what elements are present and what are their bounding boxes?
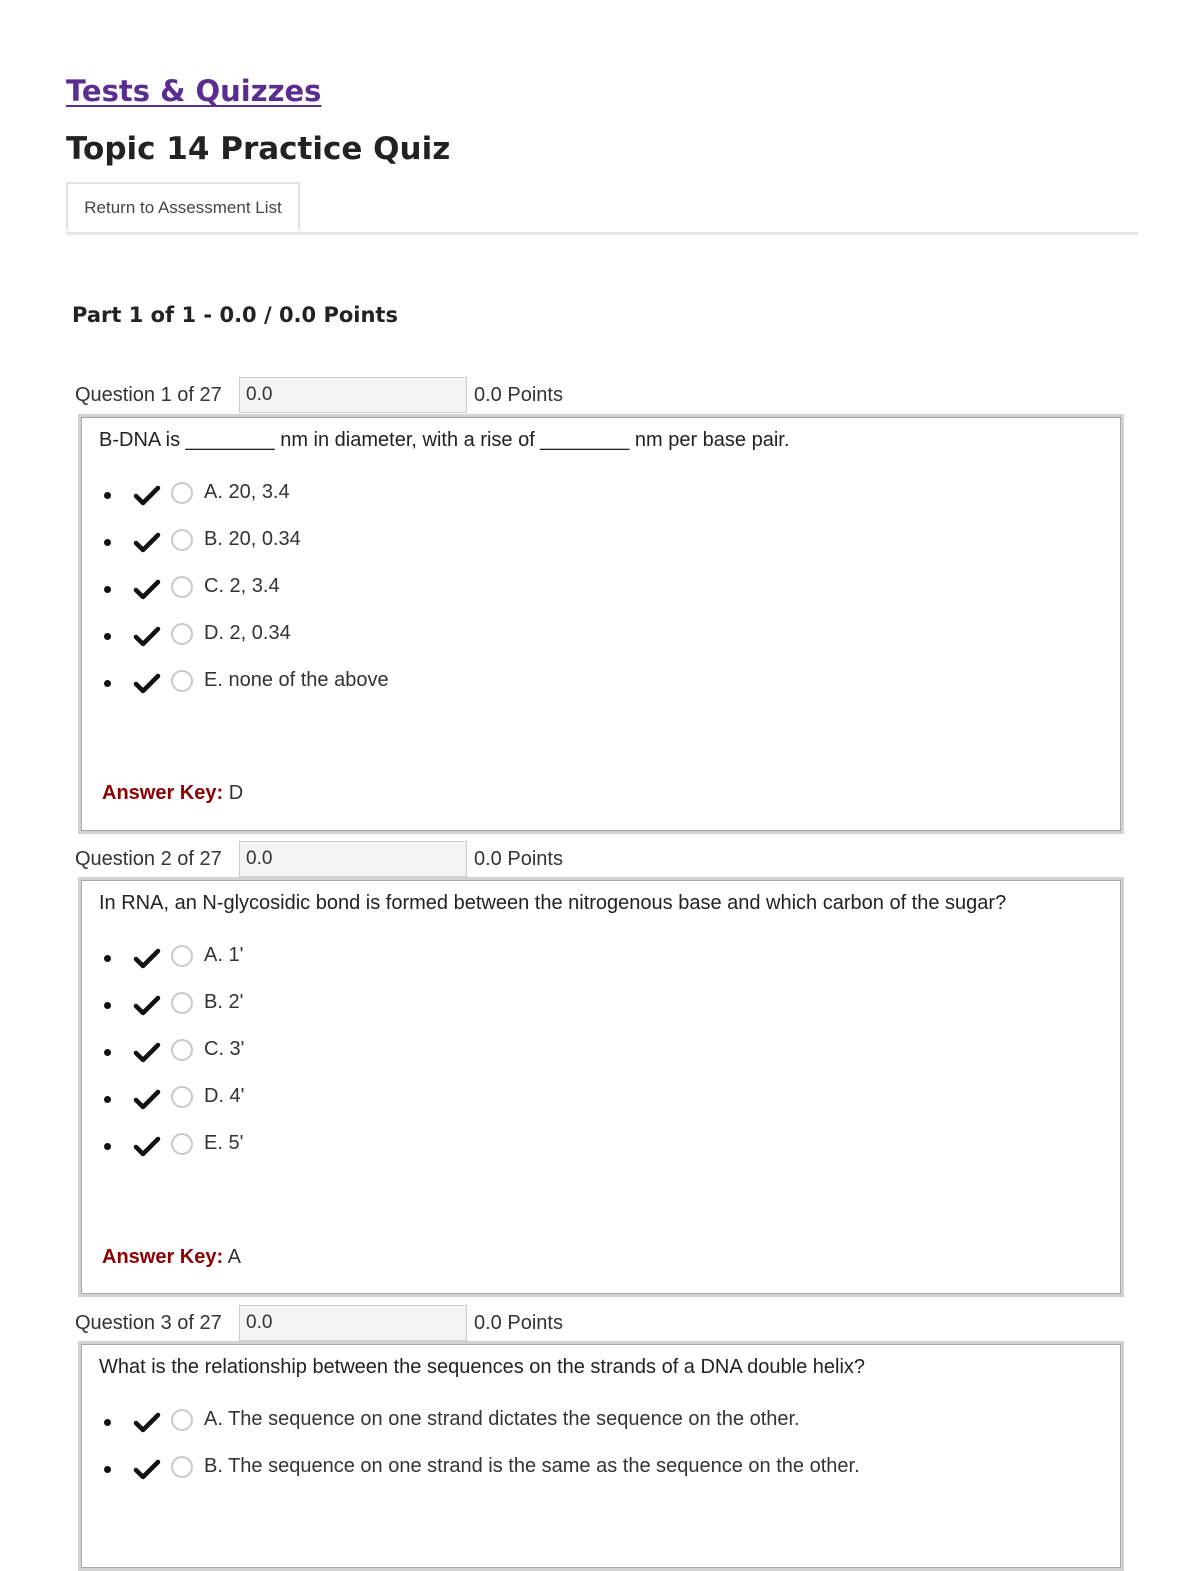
assessment-toolbar	[66, 182, 1138, 235]
answer-option-label: E. none of the above	[204, 669, 389, 691]
answer-radio-button[interactable]	[171, 1086, 193, 1108]
answer-option	[81, 990, 1081, 1037]
answer-option	[81, 1454, 1081, 1501]
answer-list	[81, 943, 1081, 1178]
question-box	[78, 414, 1124, 834]
answer-option	[81, 668, 1081, 715]
check-icon	[133, 1088, 161, 1112]
answer-option	[81, 527, 1081, 574]
answer-key-label: Answer Key	[102, 1246, 217, 1268]
question-header	[75, 377, 775, 415]
bullet-icon	[104, 1096, 111, 1103]
question-text: In RNA, an N-glycosidic bond is formed between the nitrogenous base and which carbon of the sugar?	[99, 892, 1007, 914]
answer-option-label: D. 2, 0.34	[204, 622, 291, 644]
answer-option-label: E. 5'	[204, 1132, 244, 1154]
check-icon	[133, 578, 161, 602]
return-to-assessment-list-button[interactable]: Return to Assessment List	[66, 182, 300, 230]
question-score-input[interactable]	[239, 1305, 467, 1341]
answer-option	[81, 1131, 1081, 1178]
answer-radio-button[interactable]	[171, 1409, 193, 1431]
bullet-icon	[104, 1466, 111, 1473]
bullet-icon	[104, 633, 111, 640]
answer-option-label: A. 20, 3.4	[204, 481, 290, 503]
bullet-icon	[104, 539, 111, 546]
answer-radio-button[interactable]	[171, 1039, 193, 1061]
check-icon	[133, 947, 161, 971]
question-box	[78, 877, 1124, 1297]
bullet-icon	[104, 680, 111, 687]
answer-radio-button[interactable]	[171, 623, 193, 645]
bullet-icon	[104, 955, 111, 962]
answer-key: Answer Key: A	[102, 1246, 241, 1268]
question-text: B-DNA is ________ nm in diameter, with a rise of ________ nm per base pair.	[99, 429, 790, 451]
question-score-input[interactable]	[239, 377, 467, 413]
bullet-icon	[104, 1143, 111, 1150]
bullet-icon	[104, 1419, 111, 1426]
answer-option-label: B. 20, 0.34	[204, 528, 301, 550]
question-points-label: 0.0 Points	[474, 848, 563, 870]
answer-key: Answer Key: D	[102, 782, 244, 804]
question-header	[75, 841, 775, 879]
answer-option-label: B. The sequence on one strand is the same as the sequence on the other.	[204, 1455, 860, 1477]
answer-radio-button[interactable]	[171, 670, 193, 692]
answer-option	[81, 480, 1081, 527]
question-number-label: Question 1 of 27	[75, 384, 222, 406]
check-icon	[133, 1458, 161, 1482]
check-icon	[133, 1135, 161, 1159]
check-icon	[133, 994, 161, 1018]
answer-radio-button[interactable]	[171, 945, 193, 967]
answer-option-label: B. 2'	[204, 991, 244, 1013]
answer-option-label: C. 3'	[204, 1038, 245, 1060]
answer-key-value: A	[227, 1246, 241, 1268]
answer-option-label: C. 2, 3.4	[204, 575, 280, 597]
question-header	[75, 1305, 775, 1343]
page-title: Topic 14 Practice Quiz	[66, 131, 451, 167]
check-icon	[133, 1041, 161, 1065]
bullet-icon	[104, 1002, 111, 1009]
check-icon	[133, 1411, 161, 1435]
answer-radio-button[interactable]	[171, 1456, 193, 1478]
answer-option-label: A. The sequence on one strand dictates the sequence on the other.	[204, 1408, 800, 1430]
answer-radio-button[interactable]	[171, 1133, 193, 1155]
answer-radio-button[interactable]	[171, 992, 193, 1014]
answer-list	[81, 480, 1081, 715]
answer-option	[81, 943, 1081, 990]
question-score-input[interactable]	[239, 841, 467, 877]
answer-option	[81, 1084, 1081, 1131]
answer-option	[81, 1407, 1081, 1454]
answer-radio-button[interactable]	[171, 529, 193, 551]
bullet-icon	[104, 586, 111, 593]
answer-option-label: D. 4'	[204, 1085, 245, 1107]
bullet-icon	[104, 492, 111, 499]
answer-option	[81, 1037, 1081, 1084]
answer-option-label: A. 1'	[204, 944, 244, 966]
bullet-icon	[104, 1049, 111, 1056]
answer-key-label: Answer Key	[102, 782, 217, 804]
question-points-label: 0.0 Points	[474, 384, 563, 406]
breadcrumb-tests-quizzes-link[interactable]: Tests & Quizzes	[66, 74, 322, 108]
check-icon	[133, 625, 161, 649]
answer-radio-button[interactable]	[171, 482, 193, 504]
answer-option	[81, 574, 1081, 621]
question-box	[78, 1341, 1124, 1571]
question-points-label: 0.0 Points	[474, 1312, 563, 1334]
question-number-label: Question 2 of 27	[75, 848, 222, 870]
check-icon	[133, 672, 161, 696]
answer-list	[81, 1407, 1081, 1501]
answer-key-value: D	[228, 782, 244, 804]
question-number-label: Question 3 of 27	[75, 1312, 222, 1334]
answer-radio-button[interactable]	[171, 576, 193, 598]
answer-option	[81, 621, 1081, 668]
part-heading: Part 1 of 1 - 0.0 / 0.0 Points	[72, 303, 398, 327]
check-icon	[133, 531, 161, 555]
question-text: What is the relationship between the sequences on the strands of a DNA double helix?	[99, 1356, 866, 1378]
check-icon	[133, 484, 161, 508]
